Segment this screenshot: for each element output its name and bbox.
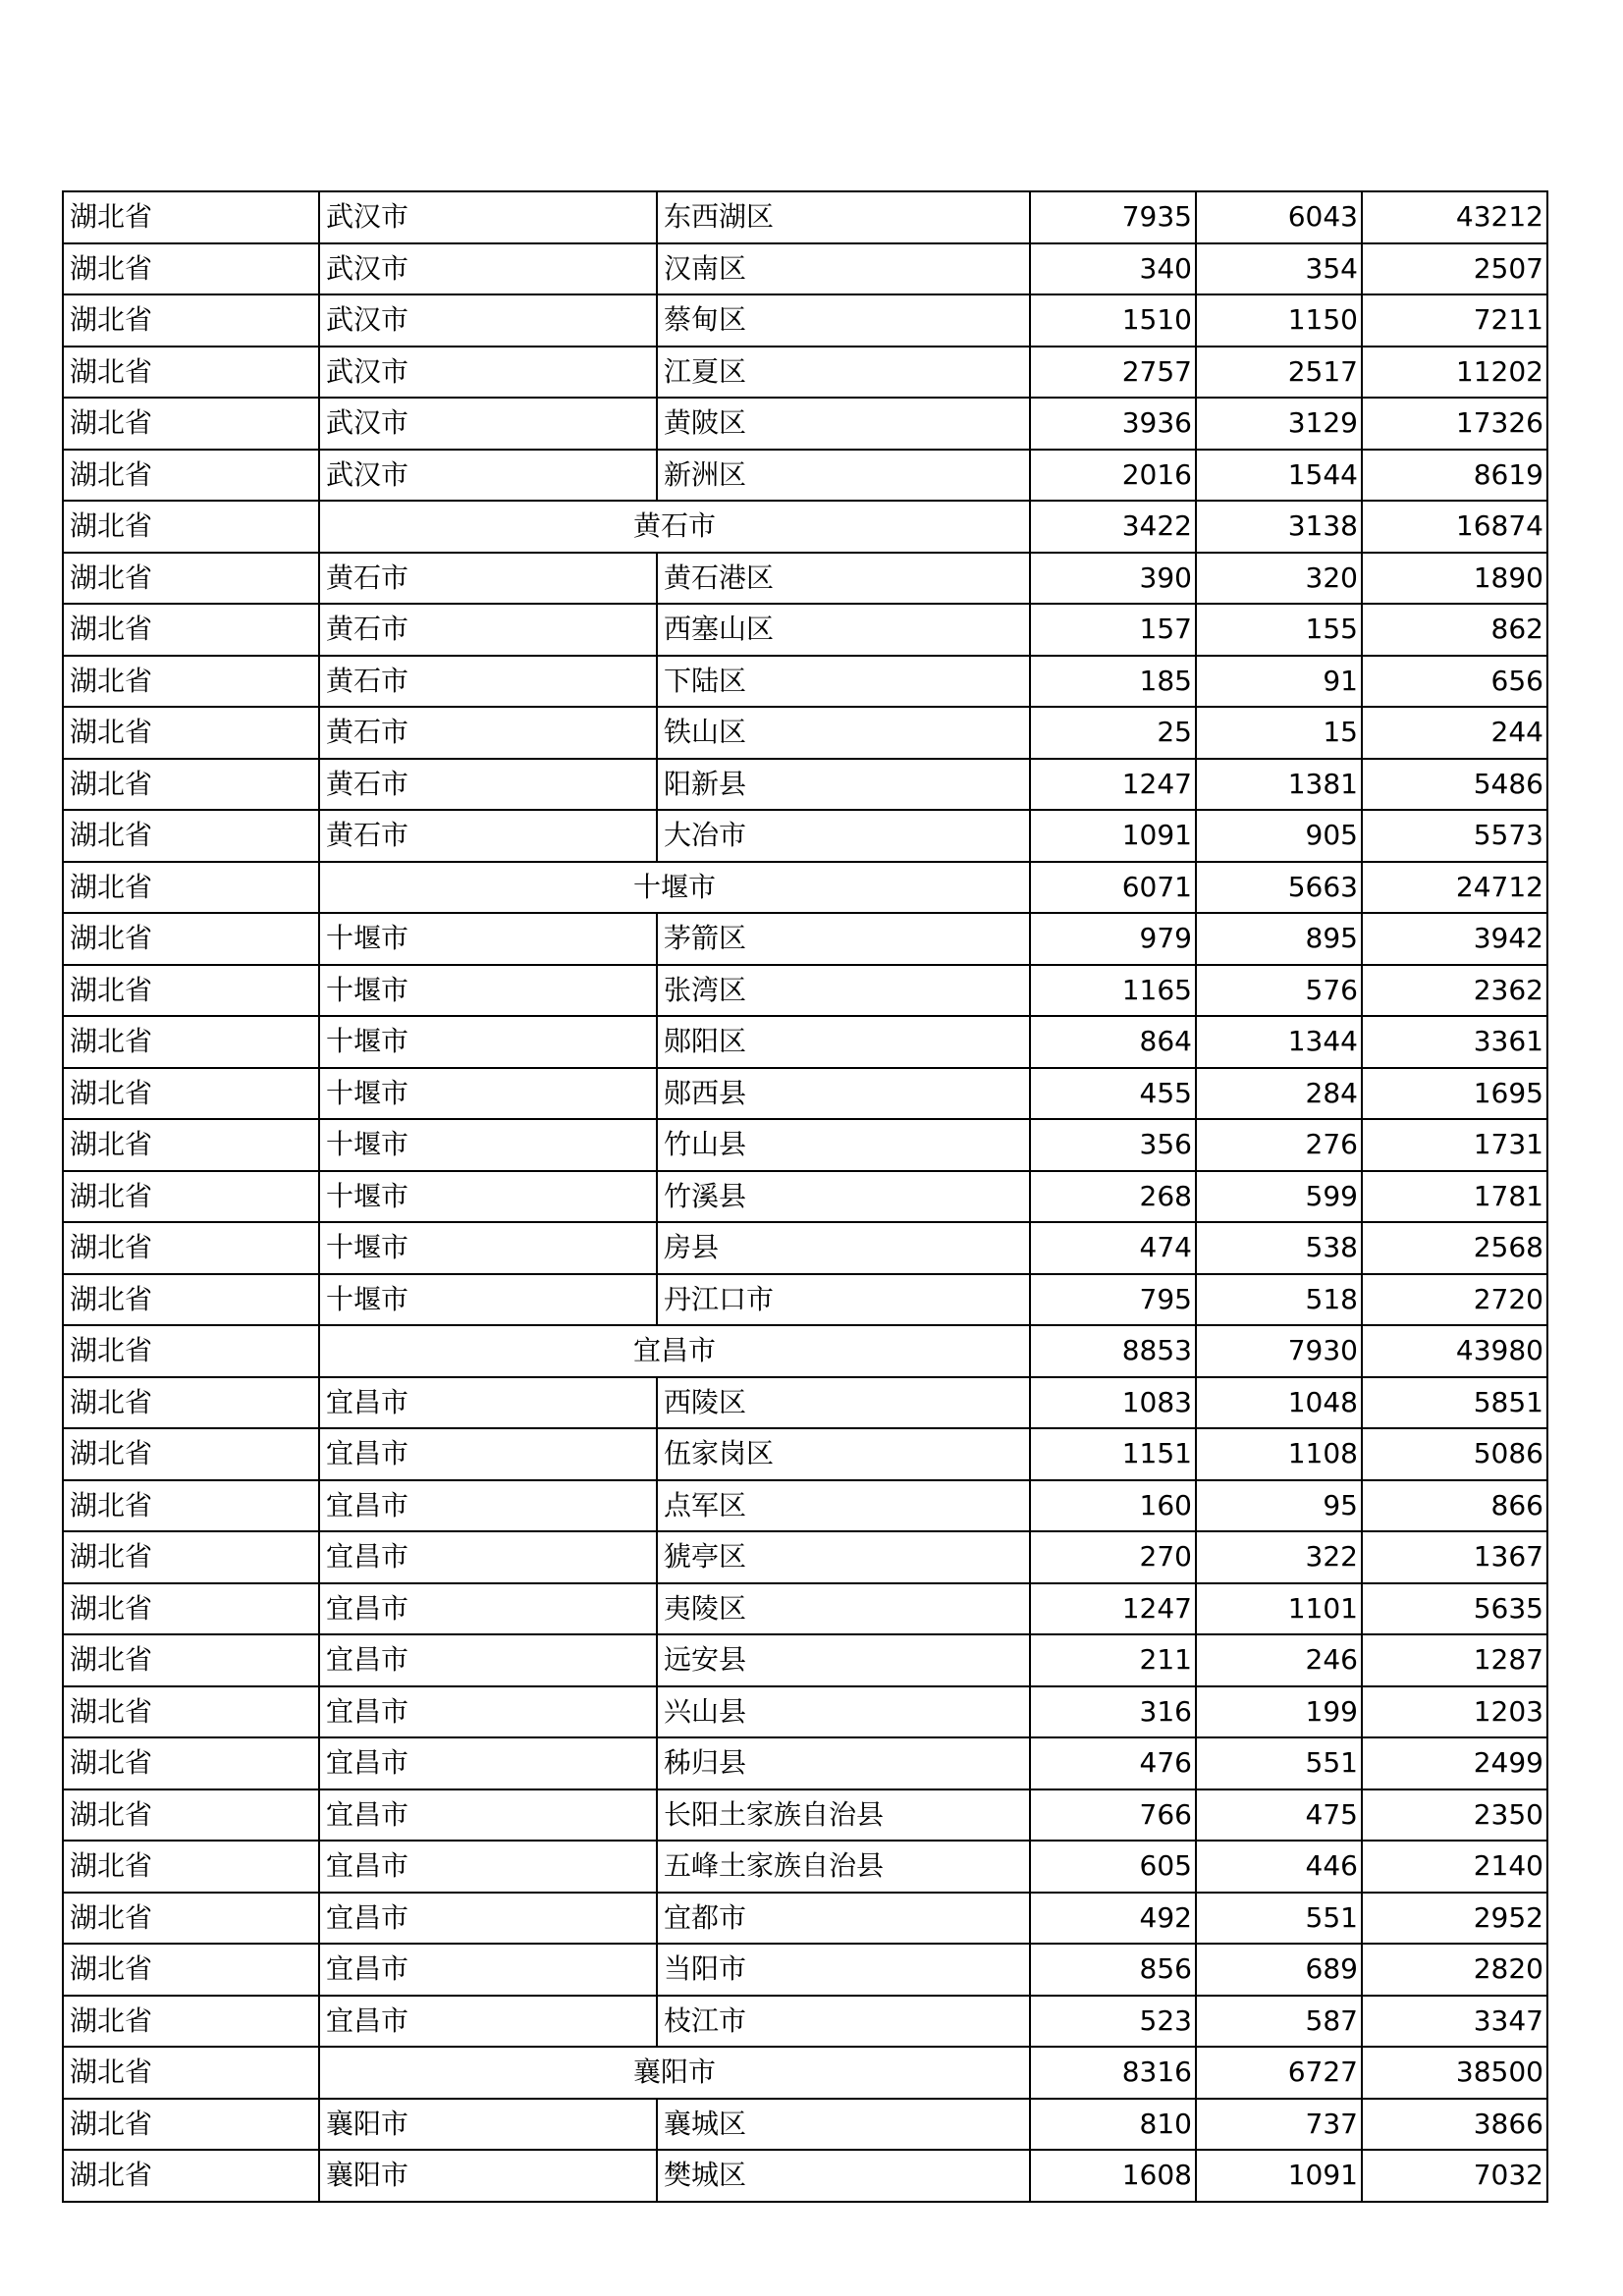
province-cell: 湖北省 — [63, 2099, 319, 2151]
district-cell: 大冶市 — [657, 810, 1030, 862]
value3-cell: 1203 — [1362, 1686, 1547, 1738]
city-cell: 十堰市 — [319, 913, 657, 965]
value1-cell: 390 — [1030, 553, 1196, 605]
value1-cell: 3422 — [1030, 501, 1196, 553]
table-row — [63, 243, 1547, 295]
value2-cell: 276 — [1196, 1119, 1362, 1171]
city-cell: 宜昌市 — [319, 1737, 657, 1789]
value1-cell: 7935 — [1030, 191, 1196, 243]
table-row — [63, 1377, 1547, 1429]
city-cell: 宜昌市 — [319, 1944, 657, 1996]
value1-cell: 455 — [1030, 1068, 1196, 1120]
value2-cell: 895 — [1196, 913, 1362, 965]
value2-cell: 905 — [1196, 810, 1362, 862]
value1-cell: 268 — [1030, 1171, 1196, 1223]
table-row — [63, 450, 1547, 502]
value2-cell: 284 — [1196, 1068, 1362, 1120]
city-cell: 宜昌市 — [319, 1634, 657, 1686]
city-cell: 宜昌市 — [319, 1996, 657, 2048]
table-row — [63, 347, 1547, 399]
value3-cell: 1731 — [1362, 1119, 1547, 1171]
city-cell: 武汉市 — [319, 450, 657, 502]
province-cell: 湖北省 — [63, 1634, 319, 1686]
value2-cell: 737 — [1196, 2099, 1362, 2151]
value3-cell: 5086 — [1362, 1428, 1547, 1480]
province-cell: 湖北省 — [63, 1480, 319, 1532]
value2-cell: 155 — [1196, 604, 1362, 656]
table-row — [63, 191, 1547, 243]
district-cell: 竹溪县 — [657, 1171, 1030, 1223]
district-cell: 樊城区 — [657, 2150, 1030, 2202]
value3-cell: 2720 — [1362, 1274, 1547, 1326]
city-cell: 宜昌市 — [319, 1789, 657, 1842]
value3-cell: 2820 — [1362, 1944, 1547, 1996]
district-cell: 伍家岗区 — [657, 1428, 1030, 1480]
value2-cell: 551 — [1196, 1893, 1362, 1945]
value1-cell: 1510 — [1030, 294, 1196, 347]
district-cell: 东西湖区 — [657, 191, 1030, 243]
table-row — [63, 1944, 1547, 1996]
province-cell: 湖北省 — [63, 810, 319, 862]
table-row — [63, 1531, 1547, 1583]
district-cell: 当阳市 — [657, 1944, 1030, 1996]
value1-cell: 1083 — [1030, 1377, 1196, 1429]
value3-cell: 24712 — [1362, 862, 1547, 914]
value1-cell: 2016 — [1030, 450, 1196, 502]
table-row — [63, 1634, 1547, 1686]
value2-cell: 475 — [1196, 1789, 1362, 1842]
district-cell: 下陆区 — [657, 656, 1030, 708]
province-cell: 湖北省 — [63, 862, 319, 914]
city-cell: 十堰市 — [319, 1119, 657, 1171]
district-cell: 猇亭区 — [657, 1531, 1030, 1583]
value2-cell: 246 — [1196, 1634, 1362, 1686]
city-cell: 十堰市 — [319, 1016, 657, 1068]
district-cell: 江夏区 — [657, 347, 1030, 399]
value2-cell: 3138 — [1196, 501, 1362, 553]
value3-cell: 5851 — [1362, 1377, 1547, 1429]
city-cell: 黄石市 — [319, 810, 657, 862]
value2-cell: 446 — [1196, 1841, 1362, 1893]
value1-cell: 25 — [1030, 707, 1196, 759]
city-cell: 宜昌市 — [319, 1893, 657, 1945]
province-cell: 湖北省 — [63, 553, 319, 605]
table-row — [63, 707, 1547, 759]
value3-cell: 43212 — [1362, 191, 1547, 243]
district-cell: 新洲区 — [657, 450, 1030, 502]
value1-cell: 1151 — [1030, 1428, 1196, 1480]
province-cell: 湖北省 — [63, 1428, 319, 1480]
value1-cell: 157 — [1030, 604, 1196, 656]
value2-cell: 689 — [1196, 1944, 1362, 1996]
district-cell: 郧西县 — [657, 1068, 1030, 1120]
district-cell: 长阳土家族自治县 — [657, 1789, 1030, 1842]
value3-cell: 16874 — [1362, 501, 1547, 553]
value3-cell: 2350 — [1362, 1789, 1547, 1842]
value2-cell: 1344 — [1196, 1016, 1362, 1068]
value3-cell: 2499 — [1362, 1737, 1547, 1789]
data-table — [62, 190, 1548, 2203]
district-cell: 蔡甸区 — [657, 294, 1030, 347]
value2-cell: 599 — [1196, 1171, 1362, 1223]
district-cell: 黄陂区 — [657, 398, 1030, 450]
value1-cell: 523 — [1030, 1996, 1196, 2048]
value1-cell: 316 — [1030, 1686, 1196, 1738]
district-cell: 阳新县 — [657, 759, 1030, 811]
value1-cell: 185 — [1030, 656, 1196, 708]
value2-cell: 1101 — [1196, 1583, 1362, 1635]
value2-cell: 518 — [1196, 1274, 1362, 1326]
value1-cell: 795 — [1030, 1274, 1196, 1326]
province-cell: 湖北省 — [63, 1737, 319, 1789]
value3-cell: 5573 — [1362, 810, 1547, 862]
city-cell: 宜昌市 — [319, 1480, 657, 1532]
value1-cell: 476 — [1030, 1737, 1196, 1789]
district-cell: 五峰土家族自治县 — [657, 1841, 1030, 1893]
value2-cell: 95 — [1196, 1480, 1362, 1532]
value1-cell: 864 — [1030, 1016, 1196, 1068]
value3-cell: 862 — [1362, 604, 1547, 656]
table-row — [63, 1428, 1547, 1480]
value3-cell: 38500 — [1362, 2047, 1547, 2099]
province-cell: 湖北省 — [63, 2047, 319, 2099]
value3-cell: 2952 — [1362, 1893, 1547, 1945]
table-row — [63, 1583, 1547, 1635]
city-cell: 十堰市 — [319, 965, 657, 1017]
table-row — [63, 1222, 1547, 1274]
province-cell: 湖北省 — [63, 1996, 319, 2048]
table-row — [63, 1119, 1547, 1171]
table-row — [63, 2099, 1547, 2151]
city-cell: 武汉市 — [319, 347, 657, 399]
value2-cell: 551 — [1196, 1737, 1362, 1789]
province-cell: 湖北省 — [63, 294, 319, 347]
district-cell: 宜都市 — [657, 1893, 1030, 1945]
province-cell: 湖北省 — [63, 398, 319, 450]
province-cell: 湖北省 — [63, 243, 319, 295]
province-cell: 湖北省 — [63, 1841, 319, 1893]
table-row — [63, 1737, 1547, 1789]
subtotal-row — [63, 501, 1547, 553]
value3-cell: 244 — [1362, 707, 1547, 759]
table-row — [63, 1274, 1547, 1326]
value3-cell: 866 — [1362, 1480, 1547, 1532]
province-cell: 湖北省 — [63, 965, 319, 1017]
value1-cell: 1247 — [1030, 759, 1196, 811]
district-cell: 铁山区 — [657, 707, 1030, 759]
province-cell: 湖北省 — [63, 759, 319, 811]
value2-cell: 2517 — [1196, 347, 1362, 399]
province-cell: 湖北省 — [63, 1016, 319, 1068]
district-cell: 远安县 — [657, 1634, 1030, 1686]
province-cell: 湖北省 — [63, 707, 319, 759]
district-cell: 茅箭区 — [657, 913, 1030, 965]
value2-cell: 3129 — [1196, 398, 1362, 450]
value1-cell: 856 — [1030, 1944, 1196, 1996]
province-cell: 湖北省 — [63, 604, 319, 656]
city-subtotal-cell: 十堰市 — [319, 862, 1030, 914]
district-cell: 西陵区 — [657, 1377, 1030, 1429]
city-cell: 十堰市 — [319, 1171, 657, 1223]
value2-cell: 91 — [1196, 656, 1362, 708]
province-cell: 湖北省 — [63, 913, 319, 965]
value3-cell: 2140 — [1362, 1841, 1547, 1893]
value3-cell: 1287 — [1362, 1634, 1547, 1686]
value1-cell: 492 — [1030, 1893, 1196, 1945]
city-cell: 宜昌市 — [319, 1428, 657, 1480]
value2-cell: 6727 — [1196, 2047, 1362, 2099]
value3-cell: 2568 — [1362, 1222, 1547, 1274]
table-row — [63, 810, 1547, 862]
value2-cell: 199 — [1196, 1686, 1362, 1738]
city-cell: 黄石市 — [319, 707, 657, 759]
value3-cell: 656 — [1362, 656, 1547, 708]
subtotal-row — [63, 1325, 1547, 1377]
value1-cell: 160 — [1030, 1480, 1196, 1532]
province-cell: 湖北省 — [63, 1068, 319, 1120]
city-cell: 武汉市 — [319, 191, 657, 243]
province-cell: 湖北省 — [63, 1531, 319, 1583]
table-row — [63, 1016, 1547, 1068]
province-cell: 湖北省 — [63, 1686, 319, 1738]
district-cell: 秭归县 — [657, 1737, 1030, 1789]
value1-cell: 766 — [1030, 1789, 1196, 1842]
district-cell: 张湾区 — [657, 965, 1030, 1017]
value3-cell: 1695 — [1362, 1068, 1547, 1120]
value3-cell: 2507 — [1362, 243, 1547, 295]
value1-cell: 6071 — [1030, 862, 1196, 914]
city-subtotal-cell: 宜昌市 — [319, 1325, 1030, 1377]
table-row — [63, 398, 1547, 450]
city-cell: 十堰市 — [319, 1222, 657, 1274]
value2-cell: 6043 — [1196, 191, 1362, 243]
table-row — [63, 1171, 1547, 1223]
district-cell: 竹山县 — [657, 1119, 1030, 1171]
table-row — [63, 1686, 1547, 1738]
province-cell: 湖北省 — [63, 1789, 319, 1842]
value2-cell: 322 — [1196, 1531, 1362, 1583]
city-cell: 宜昌市 — [319, 1583, 657, 1635]
value1-cell: 8853 — [1030, 1325, 1196, 1377]
table-row — [63, 1789, 1547, 1842]
province-cell: 湖北省 — [63, 1274, 319, 1326]
value3-cell: 1781 — [1362, 1171, 1547, 1223]
city-cell: 十堰市 — [319, 1068, 657, 1120]
value1-cell: 474 — [1030, 1222, 1196, 1274]
district-cell: 西塞山区 — [657, 604, 1030, 656]
city-cell: 武汉市 — [319, 294, 657, 347]
table-row — [63, 294, 1547, 347]
province-cell: 湖北省 — [63, 1222, 319, 1274]
province-cell: 湖北省 — [63, 1325, 319, 1377]
value1-cell: 3936 — [1030, 398, 1196, 450]
province-cell: 湖北省 — [63, 1171, 319, 1223]
value1-cell: 605 — [1030, 1841, 1196, 1893]
table-row — [63, 1893, 1547, 1945]
value2-cell: 576 — [1196, 965, 1362, 1017]
district-cell: 丹江口市 — [657, 1274, 1030, 1326]
province-cell: 湖北省 — [63, 1944, 319, 1996]
value3-cell: 7211 — [1362, 294, 1547, 347]
city-subtotal-cell: 黄石市 — [319, 501, 1030, 553]
value1-cell: 356 — [1030, 1119, 1196, 1171]
city-cell: 宜昌市 — [319, 1377, 657, 1429]
province-cell: 湖北省 — [63, 1583, 319, 1635]
value1-cell: 270 — [1030, 1531, 1196, 1583]
value1-cell: 340 — [1030, 243, 1196, 295]
value2-cell: 1544 — [1196, 450, 1362, 502]
district-cell: 点军区 — [657, 1480, 1030, 1532]
table-row — [63, 1996, 1547, 2048]
value1-cell: 8316 — [1030, 2047, 1196, 2099]
value2-cell: 538 — [1196, 1222, 1362, 1274]
value2-cell: 587 — [1196, 1996, 1362, 2048]
city-cell: 武汉市 — [319, 243, 657, 295]
value3-cell: 43980 — [1362, 1325, 1547, 1377]
value3-cell: 5486 — [1362, 759, 1547, 811]
value3-cell: 3866 — [1362, 2099, 1547, 2151]
province-cell: 湖北省 — [63, 450, 319, 502]
subtotal-row — [63, 862, 1547, 914]
value1-cell: 211 — [1030, 1634, 1196, 1686]
table-row — [63, 1480, 1547, 1532]
city-cell: 黄石市 — [319, 656, 657, 708]
value1-cell: 2757 — [1030, 347, 1196, 399]
city-cell: 武汉市 — [319, 398, 657, 450]
value2-cell: 354 — [1196, 243, 1362, 295]
value2-cell: 320 — [1196, 553, 1362, 605]
city-cell: 黄石市 — [319, 759, 657, 811]
table-row — [63, 2150, 1547, 2202]
table-row — [63, 759, 1547, 811]
city-cell: 黄石市 — [319, 553, 657, 605]
province-cell: 湖北省 — [63, 656, 319, 708]
district-cell: 房县 — [657, 1222, 1030, 1274]
value2-cell: 1108 — [1196, 1428, 1362, 1480]
value2-cell: 1381 — [1196, 759, 1362, 811]
value2-cell: 15 — [1196, 707, 1362, 759]
value2-cell: 7930 — [1196, 1325, 1362, 1377]
value1-cell: 1247 — [1030, 1583, 1196, 1635]
value1-cell: 1165 — [1030, 965, 1196, 1017]
value3-cell: 3361 — [1362, 1016, 1547, 1068]
value3-cell: 3942 — [1362, 913, 1547, 965]
district-cell: 黄石港区 — [657, 553, 1030, 605]
district-cell: 汉南区 — [657, 243, 1030, 295]
table-row — [63, 553, 1547, 605]
district-cell: 兴山县 — [657, 1686, 1030, 1738]
city-cell: 襄阳市 — [319, 2150, 657, 2202]
district-cell: 枝江市 — [657, 1996, 1030, 2048]
district-cell: 夷陵区 — [657, 1583, 1030, 1635]
district-cell: 郧阳区 — [657, 1016, 1030, 1068]
table-row — [63, 965, 1547, 1017]
city-cell: 宜昌市 — [319, 1841, 657, 1893]
province-cell: 湖北省 — [63, 1377, 319, 1429]
value1-cell: 1091 — [1030, 810, 1196, 862]
value3-cell: 11202 — [1362, 347, 1547, 399]
value1-cell: 810 — [1030, 2099, 1196, 2151]
value3-cell: 7032 — [1362, 2150, 1547, 2202]
city-subtotal-cell: 襄阳市 — [319, 2047, 1030, 2099]
city-cell: 宜昌市 — [319, 1531, 657, 1583]
value3-cell: 8619 — [1362, 450, 1547, 502]
value3-cell: 1367 — [1362, 1531, 1547, 1583]
value2-cell: 1048 — [1196, 1377, 1362, 1429]
value2-cell: 1150 — [1196, 294, 1362, 347]
value1-cell: 1608 — [1030, 2150, 1196, 2202]
table-body — [63, 191, 1547, 2202]
city-cell: 十堰市 — [319, 1274, 657, 1326]
table-row — [63, 656, 1547, 708]
value3-cell: 3347 — [1362, 1996, 1547, 2048]
district-cell: 襄城区 — [657, 2099, 1030, 2151]
value3-cell: 1890 — [1362, 553, 1547, 605]
subtotal-row — [63, 2047, 1547, 2099]
table-row — [63, 1068, 1547, 1120]
table-row — [63, 604, 1547, 656]
value2-cell: 5663 — [1196, 862, 1362, 914]
province-cell: 湖北省 — [63, 2150, 319, 2202]
province-cell: 湖北省 — [63, 1893, 319, 1945]
province-cell: 湖北省 — [63, 1119, 319, 1171]
value3-cell: 17326 — [1362, 398, 1547, 450]
province-cell: 湖北省 — [63, 501, 319, 553]
value2-cell: 1091 — [1196, 2150, 1362, 2202]
province-cell: 湖北省 — [63, 347, 319, 399]
table-row — [63, 913, 1547, 965]
city-cell: 襄阳市 — [319, 2099, 657, 2151]
province-cell: 湖北省 — [63, 191, 319, 243]
city-cell: 宜昌市 — [319, 1686, 657, 1738]
value1-cell: 979 — [1030, 913, 1196, 965]
city-cell: 黄石市 — [319, 604, 657, 656]
table-row — [63, 1841, 1547, 1893]
value3-cell: 5635 — [1362, 1583, 1547, 1635]
value3-cell: 2362 — [1362, 965, 1547, 1017]
